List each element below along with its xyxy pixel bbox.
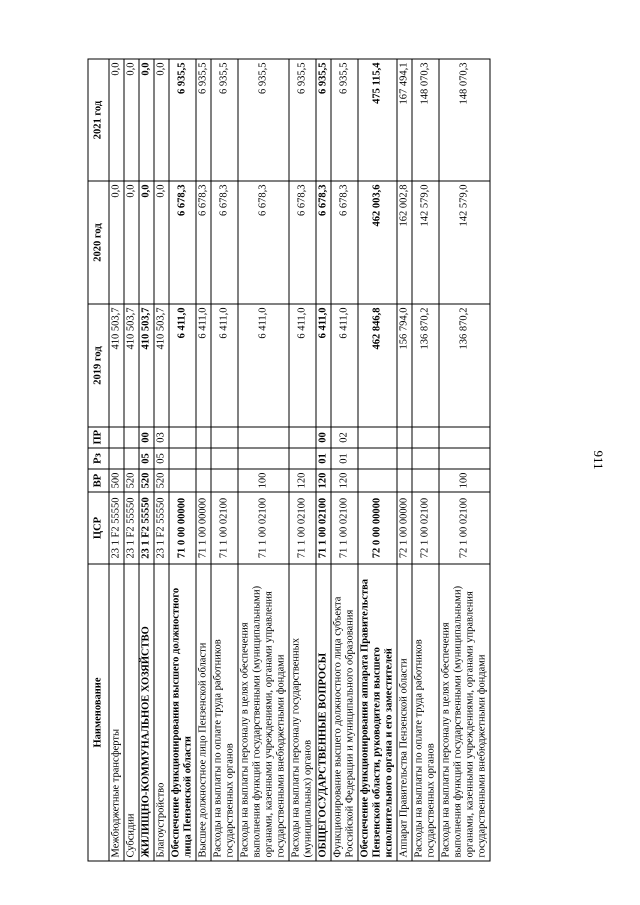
cell-name: Расходы на выплаты персоналу в целях обеспечения выполнения функций государственными (муниципальными) органами, казенными учреждениями, органами управления государственными внебюджетными фондами: [439, 564, 490, 861]
cell-y2021: 148 070,3: [412, 59, 439, 181]
cell-pr: [211, 427, 238, 448]
cell-y2020: 142 579,0: [439, 181, 490, 304]
cell-rz: [109, 448, 124, 469]
cell-y2021: 0,0: [109, 59, 124, 181]
cell-csr: 23 1 F2 55550: [154, 492, 169, 564]
cell-y2021: 0,0: [124, 59, 139, 181]
cell-y2019: 410 503,7: [139, 304, 154, 427]
cell-pr: 00: [316, 427, 331, 448]
cell-y2020: 6 678,3: [238, 181, 289, 304]
header-vr: ВР: [88, 469, 109, 492]
cell-name: Обеспечение функционирования высшего должностного лица Пензенской области: [169, 564, 196, 861]
header-csr: ЦСР: [88, 492, 109, 564]
cell-csr: 23 1 F2 55550: [109, 492, 124, 564]
table-row: [154, 59, 169, 861]
cell-csr: 23 1 F2 55550: [139, 492, 154, 564]
cell-vr: 500: [109, 469, 124, 492]
cell-y2019: 410 503,7: [109, 304, 124, 427]
table-row: [331, 59, 358, 861]
table-row: [139, 59, 154, 861]
cell-rz: [289, 448, 316, 469]
header-2019: 2019 год: [88, 304, 109, 427]
cell-y2020: 6 678,3: [211, 181, 238, 304]
table-body: [109, 59, 490, 861]
cell-y2019: 6 411,0: [316, 304, 331, 427]
cell-rz: [358, 448, 397, 469]
cell-vr: [211, 469, 238, 492]
cell-y2019: 6 411,0: [289, 304, 316, 427]
cell-y2019: 6 411,0: [169, 304, 196, 427]
cell-rz: 05: [139, 448, 154, 469]
cell-y2019: 136 870,2: [439, 304, 490, 427]
cell-y2019: 462 846,8: [358, 304, 397, 427]
cell-rz: [211, 448, 238, 469]
cell-vr: 520: [124, 469, 139, 492]
cell-y2019: 136 870,2: [412, 304, 439, 427]
cell-y2020: 0,0: [154, 181, 169, 304]
cell-y2021: 6 935,5: [169, 59, 196, 181]
header-2021: 2021 год: [88, 59, 109, 181]
table-row: [238, 59, 289, 861]
cell-pr: [289, 427, 316, 448]
cell-y2020: 0,0: [139, 181, 154, 304]
cell-y2021: 6 935,5: [289, 59, 316, 181]
cell-name: ЖИЛИЩНО-КОММУНАЛЬНОЕ ХОЗЯЙСТВО: [139, 564, 154, 861]
cell-y2020: 162 002,8: [397, 181, 412, 304]
cell-y2019: 156 794,0: [397, 304, 412, 427]
cell-name: Высшее должностное лицо Пензенской области: [196, 564, 211, 861]
cell-y2020: 6 678,3: [316, 181, 331, 304]
cell-y2021: 6 935,5: [211, 59, 238, 181]
rotated-table-wrapper: [88, 60, 569, 862]
table-row: [412, 59, 439, 861]
cell-pr: [358, 427, 397, 448]
cell-y2021: 6 935,5: [196, 59, 211, 181]
cell-name: Расходы на выплаты по оплате труда работников государственных органов: [412, 564, 439, 861]
cell-y2020: 462 003,6: [358, 181, 397, 304]
cell-y2021: 6 935,5: [316, 59, 331, 181]
cell-pr: [238, 427, 289, 448]
cell-vr: 120: [289, 469, 316, 492]
cell-y2020: 6 678,3: [289, 181, 316, 304]
cell-pr: [412, 427, 439, 448]
cell-vr: 520: [154, 469, 169, 492]
cell-name: Функционирование высшего должностного лица субъекта Российской Федерации и муниципального образования: [331, 564, 358, 861]
header-2020: 2020 год: [88, 181, 109, 304]
cell-y2019: 410 503,7: [124, 304, 139, 427]
cell-y2020: 6 678,3: [331, 181, 358, 304]
cell-csr: 71 1 00 02100: [289, 492, 316, 564]
cell-csr: 71 1 00 00000: [196, 492, 211, 564]
cell-name: Субсидии: [124, 564, 139, 861]
cell-y2021: 167 494,1: [397, 59, 412, 181]
cell-y2021: 148 070,3: [439, 59, 490, 181]
cell-rz: [196, 448, 211, 469]
cell-csr: 23 1 F2 55550: [124, 492, 139, 564]
cell-pr: [124, 427, 139, 448]
cell-rz: 01: [316, 448, 331, 469]
cell-csr: 71 1 00 02100: [331, 492, 358, 564]
cell-vr: 120: [316, 469, 331, 492]
cell-vr: 100: [238, 469, 289, 492]
cell-name: Благоустройство: [154, 564, 169, 861]
header-name: Наименование: [88, 564, 109, 861]
table-row: [316, 59, 331, 861]
cell-csr: 72 0 00 00000: [358, 492, 397, 564]
cell-rz: [439, 448, 490, 469]
cell-csr: 71 1 00 02100: [238, 492, 289, 564]
cell-name: Расходы на выплаты по оплате труда работников государственных органов: [211, 564, 238, 861]
cell-csr: 71 1 00 02100: [211, 492, 238, 564]
cell-csr: 72 1 00 00000: [397, 492, 412, 564]
cell-name: Аппарат Правительства Пензенской области: [397, 564, 412, 861]
budget-table: [88, 59, 491, 862]
table-row: [124, 59, 139, 861]
table-row: [439, 59, 490, 861]
cell-y2019: 6 411,0: [196, 304, 211, 427]
cell-csr: 72 1 00 02100: [412, 492, 439, 564]
cell-vr: 100: [439, 469, 490, 492]
cell-y2021: 475 115,4: [358, 59, 397, 181]
cell-name: Межбюджетные трансферты: [109, 564, 124, 861]
cell-name: ОБЩЕГОСУДАРСТВЕННЫЕ ВОПРОСЫ: [316, 564, 331, 861]
cell-y2020: 6 678,3: [169, 181, 196, 304]
cell-csr: 71 0 00 00000: [169, 492, 196, 564]
header-pr: ПР: [88, 427, 109, 448]
cell-vr: 520: [139, 469, 154, 492]
cell-y2020: 6 678,3: [196, 181, 211, 304]
cell-pr: 02: [331, 427, 358, 448]
table-row: [289, 59, 316, 861]
cell-pr: 03: [154, 427, 169, 448]
cell-csr: 71 1 00 02100: [316, 492, 331, 564]
cell-y2019: 6 411,0: [331, 304, 358, 427]
cell-pr: [169, 427, 196, 448]
cell-rz: [124, 448, 139, 469]
cell-vr: 120: [331, 469, 358, 492]
cell-name: Расходы на выплаты персоналу государственных (муниципальных) органов: [289, 564, 316, 861]
cell-pr: [109, 427, 124, 448]
table-row: [169, 59, 196, 861]
cell-rz: [169, 448, 196, 469]
cell-y2020: 142 579,0: [412, 181, 439, 304]
cell-rz: [412, 448, 439, 469]
cell-pr: 00: [139, 427, 154, 448]
cell-vr: [196, 469, 211, 492]
header-rz: Рз: [88, 448, 109, 469]
header-row: [88, 59, 109, 861]
cell-vr: [412, 469, 439, 492]
cell-pr: [397, 427, 412, 448]
cell-rz: [397, 448, 412, 469]
cell-rz: 01: [331, 448, 358, 469]
table-row: [358, 59, 397, 861]
cell-rz: 05: [154, 448, 169, 469]
cell-y2020: 0,0: [124, 181, 139, 304]
cell-vr: [358, 469, 397, 492]
cell-vr: [169, 469, 196, 492]
cell-y2019: 6 411,0: [238, 304, 289, 427]
table-row: [397, 59, 412, 861]
cell-y2019: 6 411,0: [211, 304, 238, 427]
cell-pr: [439, 427, 490, 448]
cell-csr: 72 1 00 02100: [439, 492, 490, 564]
cell-vr: [397, 469, 412, 492]
cell-y2020: 0,0: [109, 181, 124, 304]
cell-y2021: 6 935,5: [331, 59, 358, 181]
cell-name: Обеспечение функционирования аппарата Правительства Пензенской области, руководителя высшего исполнительного органа и его заместителей: [358, 564, 397, 861]
table-row: [196, 59, 211, 861]
cell-y2021: 0,0: [154, 59, 169, 181]
cell-y2019: 410 503,7: [154, 304, 169, 427]
table-row: [109, 59, 124, 861]
cell-name: Расходы на выплаты персоналу в целях обеспечения выполнения функций государственными (муниципальными) органами, казенными учреждениями, органами управления государственными внебюджетными фондами: [238, 564, 289, 861]
cell-pr: [196, 427, 211, 448]
cell-y2021: 6 935,5: [238, 59, 289, 181]
cell-rz: [238, 448, 289, 469]
table-row: [211, 59, 238, 861]
page-number: 911: [591, 450, 606, 470]
cell-y2021: 0,0: [139, 59, 154, 181]
